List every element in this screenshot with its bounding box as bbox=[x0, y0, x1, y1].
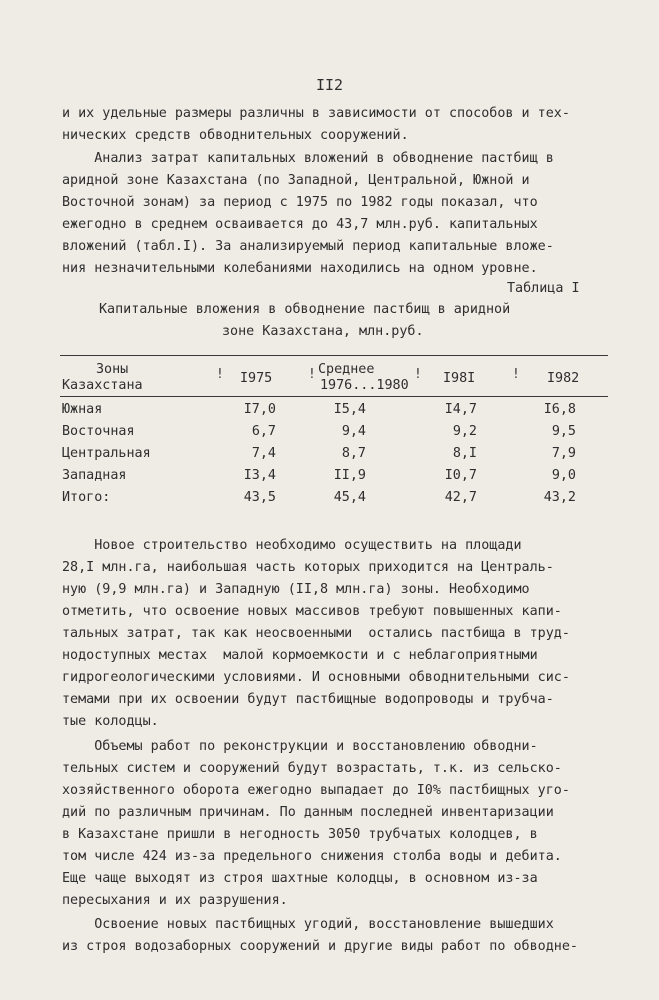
text-line: в Казахстане пришли в негодность 3050 трубчатых колодцев, в bbox=[62, 827, 538, 842]
header-1975: I975 bbox=[240, 371, 273, 386]
value-average: 8,7 bbox=[341, 446, 366, 461]
text-line: 28,I млн.га, наибольшая часть которых приходится на Централь- bbox=[62, 560, 554, 575]
text-line: ния незначительными колебаниями находились на одном уровне. bbox=[62, 261, 538, 276]
header-1981: I98I bbox=[443, 371, 476, 386]
value-1981: I0,7 bbox=[444, 468, 477, 483]
text-line: и их удельные размеры различны в зависимости от способов и тех- bbox=[62, 106, 570, 121]
header-zones: Казахстана bbox=[62, 378, 143, 393]
row-zone: Южная bbox=[62, 402, 103, 417]
text-line: из строя водозаборных сооружений и другие виды работ по обводне- bbox=[62, 939, 578, 954]
text-line: ежегодно в среднем осваивается до 43,7 млн.руб. капитальных bbox=[62, 217, 538, 232]
column-separator: ! bbox=[512, 367, 520, 382]
table-label: Таблица I bbox=[507, 281, 580, 296]
column-separator: ! bbox=[308, 367, 316, 382]
header-1982: I982 bbox=[547, 371, 580, 386]
text-line: Объемы работ по реконструкции и восстановлению обводни- bbox=[62, 739, 538, 754]
text-line: нодоступных местах малой кормоемкости и с неблагоприятными bbox=[62, 648, 538, 663]
text-line: вложений (табл.I). За анализируемый период капитальные вложе- bbox=[62, 239, 554, 254]
value-1975: 7,4 bbox=[251, 446, 276, 461]
value-1982: I6,8 bbox=[543, 402, 576, 417]
value-average: 9,4 bbox=[341, 424, 366, 439]
text-line: аридной зоне Казахстана (по Западной, Центральной, Южной и bbox=[62, 173, 530, 188]
value-1975: I3,4 bbox=[243, 468, 276, 483]
value-average: II,9 bbox=[333, 468, 366, 483]
text-line: тельных систем и сооружений будут возрастать, т.к. из сельско- bbox=[62, 761, 562, 776]
text-line: Новое строительство необходимо осуществить на площади bbox=[62, 538, 522, 553]
text-line: ную (9,9 млн.га) и Западную (II,8 млн.га) зоны. Необходимо bbox=[62, 582, 530, 597]
text-line: тые колодцы. bbox=[62, 714, 159, 729]
table-top-rule bbox=[60, 355, 608, 356]
value-1982: 9,0 bbox=[551, 468, 576, 483]
text-line: отметить, что освоение новых массивов требуют повышенных капи- bbox=[62, 604, 562, 619]
table-header-rule bbox=[60, 396, 608, 397]
page-number: II2 bbox=[315, 76, 344, 94]
value-average: I5,4 bbox=[333, 402, 366, 417]
text-line: нических средств обводнительных сооружений. bbox=[62, 128, 409, 143]
text-line: тальных затрат, так как неосвоенными остались пастбища в труд- bbox=[62, 626, 570, 641]
text-line: дий по различным причинам. По данным последней инвентаризации bbox=[62, 805, 554, 820]
text-line: том числе 424 из-за предельного снижения столба воды и дебита. bbox=[62, 849, 562, 864]
value-1981: I4,7 bbox=[444, 402, 477, 417]
text-line: Еще чаще выходят из строя шахтные колодцы, в основном из-за bbox=[62, 871, 538, 886]
value-1982: 7,9 bbox=[551, 446, 576, 461]
column-separator: ! bbox=[414, 367, 422, 382]
text-line: пересыхания и их разрушения. bbox=[62, 893, 288, 908]
row-zone: Восточная bbox=[62, 424, 135, 439]
text-line: Восточной зонам) за период с 1975 по 1982 годы показал, что bbox=[62, 195, 538, 210]
text-line: Освоение новых пастбищных угодий, восстановление вышедших bbox=[62, 917, 554, 932]
value-1982: 9,5 bbox=[551, 424, 576, 439]
column-separator: ! bbox=[216, 367, 224, 382]
header-zones: Зоны bbox=[96, 362, 129, 377]
row-zone: Центральная bbox=[62, 446, 151, 461]
value-1975: 6,7 bbox=[251, 424, 276, 439]
value-1975: I7,0 bbox=[243, 402, 276, 417]
value-1981: 8,I bbox=[452, 446, 477, 461]
header-average: 1976...1980 bbox=[320, 378, 409, 393]
header-average: Среднее bbox=[318, 362, 375, 377]
text-line: Анализ затрат капитальных вложений в обводнение пастбищ в bbox=[62, 151, 554, 166]
table-title: зоне Казахстана, млн.руб. bbox=[222, 324, 424, 339]
text-line: хозяйственного оборота ежегодно выпадает до I0% пастбищных уго- bbox=[62, 783, 570, 798]
text-line: темами при их освоении будут пастбищные водопроводы и трубча- bbox=[62, 692, 554, 707]
table-title: Капитальные вложения в обводнение пастбищ в аридной bbox=[99, 302, 511, 317]
value-1975: 43,5 bbox=[243, 490, 276, 505]
row-zone: Итого: bbox=[62, 490, 111, 505]
row-zone: Западная bbox=[62, 468, 127, 483]
value-average: 45,4 bbox=[333, 490, 366, 505]
text-line: гидрогеологическими условиями. И основными обводнительными сис- bbox=[62, 670, 570, 685]
value-1981: 9,2 bbox=[452, 424, 477, 439]
value-1981: 42,7 bbox=[444, 490, 477, 505]
value-1982: 43,2 bbox=[543, 490, 576, 505]
